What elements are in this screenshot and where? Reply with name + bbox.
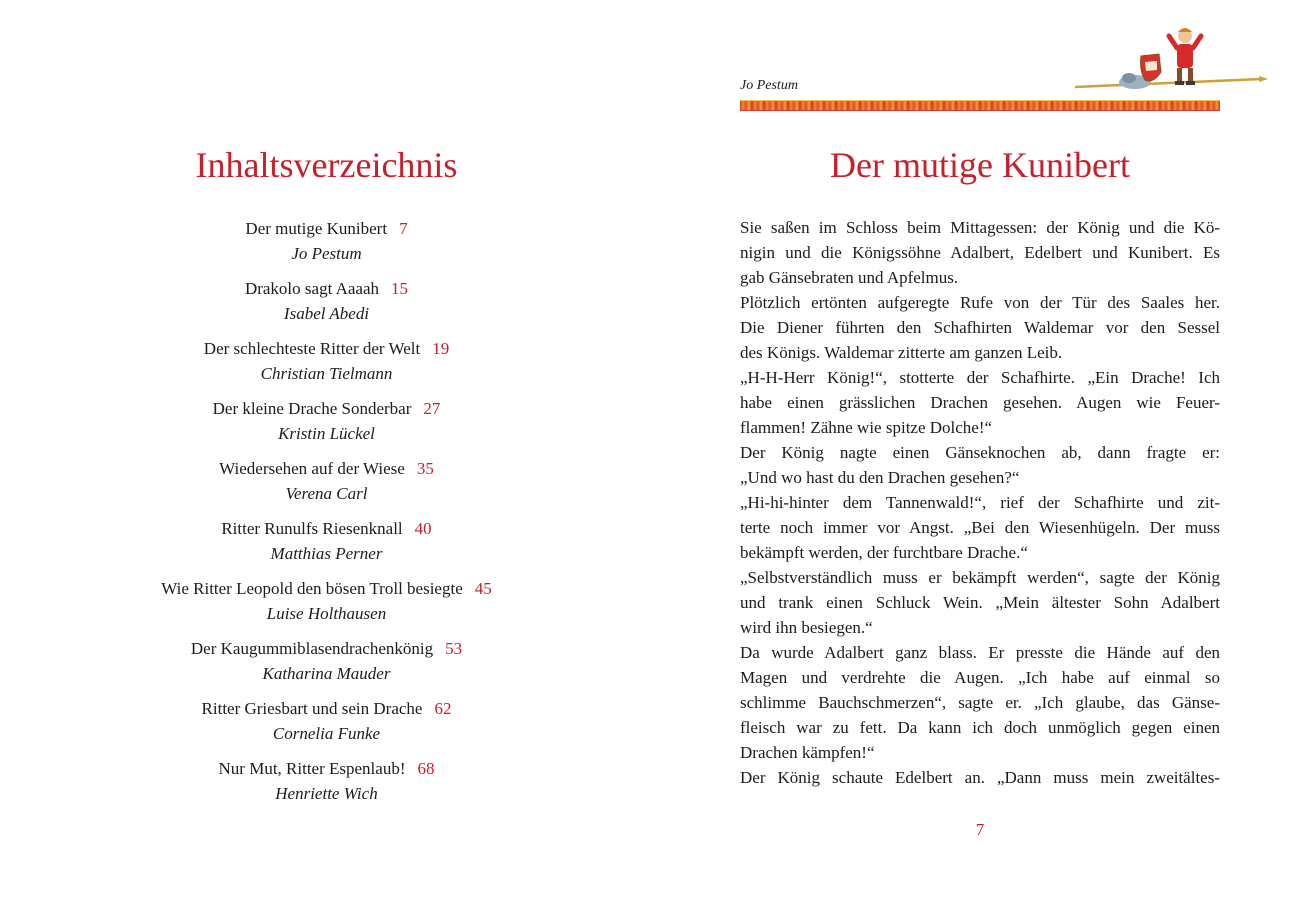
story-line: flammen! Zähne wie spitze Dolche!“ bbox=[740, 418, 993, 437]
story-line: „Hi-hi-hinter dem Tannenwald!“, rief der Schafhirte und zit- bbox=[740, 493, 1220, 512]
toc-line bbox=[0, 636, 653, 661]
toc-entry[interactable] bbox=[0, 216, 653, 266]
toc-line bbox=[0, 456, 653, 481]
story-line: Magen und verdrehte die Augen. „Ich habe auf einmal so bbox=[740, 668, 1220, 687]
toc-author: Kristin Lückel bbox=[278, 424, 375, 443]
toc-entry[interactable] bbox=[0, 696, 653, 746]
toc-author: Cornelia Funke bbox=[272, 724, 381, 743]
story-line: Die Diener führten den Schafhirten Waldemar vor den Sessel bbox=[740, 318, 1220, 337]
toc-heading: Inhaltsverzeichnis bbox=[195, 145, 458, 185]
toc-page-number: 45 bbox=[474, 579, 492, 598]
story-line: „Selbstverständlich muss er bekämpft werden“, sagte der König bbox=[740, 568, 1220, 587]
page-number: 7 bbox=[975, 820, 985, 839]
story-line: Sie saßen im Schloss beim Mittagessen: der König und die Kö- bbox=[740, 218, 1220, 237]
story-line: Der König nagte einen Gänseknochen ab, dann fragte er: bbox=[740, 443, 1220, 462]
toc-page-number: 19 bbox=[432, 339, 450, 358]
running-head-author: Jo Pestum bbox=[740, 78, 798, 93]
table-of-contents bbox=[0, 216, 653, 816]
toc-page-number: 40 bbox=[414, 519, 432, 538]
toc-entry[interactable] bbox=[0, 456, 653, 506]
story-line: habe einen grässlichen Drachen gesehen. Augen wie Feuer- bbox=[740, 393, 1220, 412]
toc-entry[interactable] bbox=[0, 576, 653, 626]
toc-author: Verena Carl bbox=[285, 484, 368, 503]
toc-line bbox=[0, 756, 653, 781]
toc-line bbox=[0, 516, 653, 541]
toc-story-title: Der schlechteste Ritter der Welt bbox=[203, 339, 421, 358]
toc-entry[interactable] bbox=[0, 396, 653, 446]
toc-page-number: 27 bbox=[423, 399, 441, 418]
story-line: Da wurde Adalbert ganz blass. Er presste die Hände auf den bbox=[740, 643, 1220, 662]
toc-page-number: 68 bbox=[417, 759, 435, 778]
story-line: wird ihn besiegen.“ bbox=[740, 618, 873, 637]
toc-author: Isabel Abedi bbox=[283, 304, 370, 323]
toc-story-title: Drakolo sagt Aaaah bbox=[244, 279, 380, 298]
story-line: „H-H-Herr König!“, stotterte der Schafhirte. „Ein Drache! Ich bbox=[740, 368, 1220, 387]
toc-author: Henriette Wich bbox=[275, 784, 378, 803]
toc-author: Matthias Perner bbox=[270, 544, 383, 563]
toc-entry[interactable] bbox=[0, 756, 653, 806]
story-text bbox=[740, 215, 1220, 790]
toc-page-number: 35 bbox=[416, 459, 434, 478]
toc-line bbox=[0, 216, 653, 241]
story-line: bekämpft werden, der furchtbare Drache.“ bbox=[740, 543, 1028, 562]
story-line: nigin und die Königssöhne Adalbert, Edelbert und Kunibert. Es bbox=[740, 243, 1220, 262]
story-line: Der König schaute Edelbert an. „Dann muss mein zweitältes- bbox=[740, 768, 1220, 787]
story-line: „Und wo hast du den Drachen gesehen?“ bbox=[740, 468, 1020, 487]
toc-author: Katharina Mauder bbox=[262, 664, 391, 683]
toc-story-title: Der mutige Kunibert bbox=[245, 219, 388, 238]
story-line: und trank einen Schluck Wein. „Mein ältester Sohn Adalbert bbox=[740, 593, 1220, 612]
toc-author: Christian Tielmann bbox=[260, 364, 393, 383]
toc-page-number: 53 bbox=[445, 639, 463, 658]
story-line: terte noch immer vor Angst. „Bei den Wiesenhügeln. Der muss bbox=[740, 518, 1220, 537]
toc-page-number: 7 bbox=[399, 219, 408, 238]
story-line: Plötzlich ertönten aufgeregte Rufe von der Tür des Saales her. bbox=[740, 293, 1220, 312]
toc-page-number: 15 bbox=[391, 279, 409, 298]
toc-story-title: Ritter Runulfs Riesenknall bbox=[221, 519, 403, 538]
toc-entry[interactable] bbox=[0, 276, 653, 326]
toc-story-title: Wie Ritter Leopold den bösen Troll besiegte bbox=[161, 579, 463, 598]
toc-page-number: 62 bbox=[434, 699, 452, 718]
toc-entry[interactable] bbox=[0, 336, 653, 386]
story-line: gab Gänsebraten und Apfelmus. bbox=[740, 268, 959, 287]
toc-line bbox=[0, 276, 653, 301]
toc-line bbox=[0, 336, 653, 361]
toc-entry[interactable] bbox=[0, 516, 653, 566]
story-line: des Königs. Waldemar zitterte am ganzen Leib. bbox=[740, 343, 1063, 362]
decorative-border bbox=[740, 100, 1220, 111]
right-page bbox=[653, 0, 1306, 905]
toc-story-title: Ritter Griesbart und sein Drache bbox=[201, 699, 423, 718]
toc-line bbox=[0, 696, 653, 721]
knight-illustration bbox=[1073, 24, 1268, 96]
toc-author: Jo Pestum bbox=[291, 244, 362, 263]
toc-story-title: Nur Mut, Ritter Espenlaub! bbox=[218, 759, 406, 778]
story-line: Drachen kämpfen!“ bbox=[740, 743, 875, 762]
toc-line bbox=[0, 576, 653, 601]
toc-story-title: Der kleine Drache Sonderbar bbox=[212, 399, 412, 418]
toc-line bbox=[0, 396, 653, 421]
story-line: fleisch war zu fett. Da kann ich doch unmöglich gegen einen bbox=[740, 718, 1220, 737]
story-title: Der mutige Kunibert bbox=[830, 145, 1130, 185]
toc-author: Luise Holthausen bbox=[266, 604, 387, 623]
toc-story-title: Der Kaugummiblasendrachenkönig bbox=[190, 639, 434, 658]
toc-story-title: Wiedersehen auf der Wiese bbox=[219, 459, 405, 478]
toc-entry[interactable] bbox=[0, 636, 653, 686]
story-line: schlimme Bauchschmerzen“, sagte er. „Ich glaube, das Gänse- bbox=[740, 693, 1220, 712]
